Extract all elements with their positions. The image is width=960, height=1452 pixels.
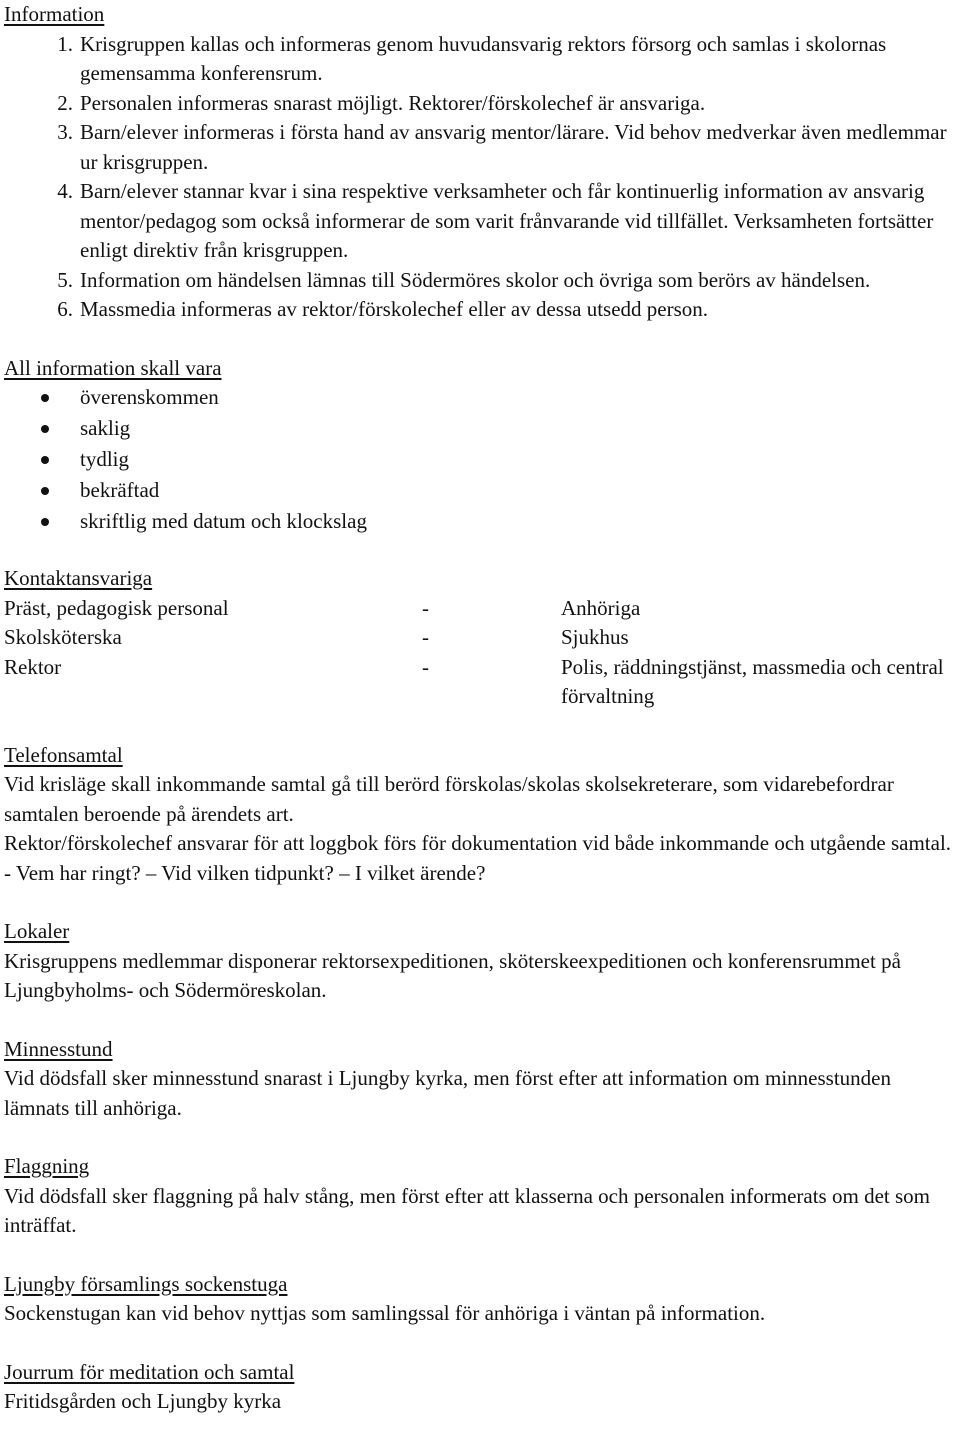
list-text: bekräftad [80, 478, 160, 502]
lokaler-section [4, 917, 956, 1006]
list-number: 6. [57, 297, 73, 321]
sockenstuga-paragraph: Sockenstugan kan vid behov nyttjas som samlingssal för anhöriga i väntan på information. [4, 1301, 766, 1325]
list-item [4, 445, 956, 476]
telefon-paragraph-2: Rektor/förskolechef ansvarar för att loggbok förs för dokumentation vid både inkommande och utgående samtal. - Vem har ringt? – Vid vilken tidpunkt? – I vilket ärende? [4, 831, 952, 885]
list-item [4, 30, 956, 89]
list-number: 4. [57, 179, 73, 203]
list-number: 1. [57, 31, 73, 56]
list-text: Personalen informeras snarast möjligt. Rektorer/förskolechef är ansvariga. [80, 90, 706, 115]
jourrum-section [4, 1358, 956, 1417]
list-text: Barn/elever informeras i första hand av ansvarig mentor/lärare. Vid behov medverkar även medlemmar ur krisgruppen. [80, 120, 947, 174]
list-text: saklig [80, 416, 131, 440]
flaggning-section [4, 1152, 956, 1241]
list-item [4, 295, 956, 325]
bullet-icon [4, 507, 80, 536]
sockenstuga-heading: Ljungby församlings sockenstuga [4, 1271, 288, 1296]
contact-dash: - [422, 595, 429, 620]
all-info-list [4, 383, 956, 538]
list-item [4, 414, 956, 445]
minnesstund-section [4, 1035, 956, 1124]
all-info-section [4, 354, 956, 539]
list-text: Information om händelsen lämnas till Södermöres skolor och övriga som berörs av händelsen. [80, 267, 871, 292]
bullet-icon [4, 414, 80, 443]
bullet-icon [4, 445, 80, 474]
list-text: Barn/elever stannar kvar i sina respektive verksamheter och får kontinuerlig information av ansvarig mentor/pedagog som också informerar de som varit frånvarande vid tillfället. Verksamheten fortsätter enligt direktiv från krisgruppen. [80, 179, 934, 262]
document-page [4, 0, 956, 1417]
lokaler-heading: Lokaler [4, 919, 70, 943]
list-text: Massmedia informeras av rektor/förskolechef eller av dessa utsedd person. [80, 297, 709, 321]
flaggning-heading: Flaggning [4, 1154, 90, 1178]
telefon-paragraph-1: Vid krisläge skall inkommande samtal gå till berörd förskolas/skolas skolsekreterare, som vidarebefordrar samtalen beroende på ärendets art. [4, 772, 894, 826]
telefon-section [4, 741, 956, 889]
list-item [4, 507, 956, 538]
list-text: Krisgruppen kallas och informeras genom huvudansvarig rektors försorg och samlas i skolornas gemensamma konferensrum. [80, 31, 887, 85]
contact-role: Präst, pedagogisk personal [4, 595, 229, 620]
list-item [4, 177, 956, 266]
list-number: 3. [57, 120, 73, 144]
list-number: 2. [57, 90, 73, 115]
list-item [4, 476, 956, 507]
bullet-icon [4, 383, 80, 412]
list-item [4, 266, 956, 296]
telefon-heading: Telefonsamtal [4, 742, 123, 767]
list-text: skriftlig med datum och klockslag [80, 509, 367, 533]
lokaler-paragraph: Krisgruppens medlemmar disponerar rektorsexpeditionen, sköterskeexpeditionen och konferensrummet på Ljungbyholms- och Södermöreskolan. [4, 948, 901, 1002]
all-info-heading: All information skall vara [4, 355, 222, 380]
contact-target: Sjukhus [561, 625, 629, 649]
bullet-icon [4, 476, 80, 505]
list-item [4, 89, 956, 119]
contact-row [4, 653, 956, 712]
flaggning-paragraph: Vid dödsfall sker flaggning på halv stång, men först efter att klasserna och personalen informerats om det som inträffat. [4, 1183, 930, 1237]
jourrum-heading: Jourrum för meditation och samtal [4, 1359, 295, 1384]
minnesstund-heading: Minnesstund [4, 1036, 113, 1061]
jourrum-paragraph: Fritidsgården och Ljungby kyrka [4, 1389, 282, 1413]
contact-row [4, 623, 956, 653]
contact-target: Polis, räddningstjänst, massmedia och central förvaltning [561, 654, 944, 708]
contact-row [4, 594, 956, 624]
list-text: överenskommen [80, 385, 219, 409]
sockenstuga-section [4, 1270, 956, 1329]
list-text: tydlig [80, 447, 130, 471]
contact-dash: - [422, 654, 429, 679]
minnesstund-paragraph: Vid dödsfall sker minnesstund snarast i Ljungby kyrka, men först efter att information om minnesstunden lämnats till anhöriga. [4, 1066, 891, 1120]
information-heading: Information [4, 2, 105, 26]
contact-dash: - [422, 625, 429, 649]
information-section [4, 0, 956, 325]
contact-role: Rektor [4, 654, 62, 679]
list-number: 5. [57, 267, 73, 292]
list-item [4, 118, 956, 177]
kontakt-heading: Kontaktansvariga [4, 566, 153, 590]
kontakt-section [4, 564, 956, 712]
list-item [4, 383, 956, 414]
contact-role: Skolsköterska [4, 625, 122, 649]
contact-target: Anhöriga [561, 595, 641, 620]
information-list [4, 30, 956, 325]
